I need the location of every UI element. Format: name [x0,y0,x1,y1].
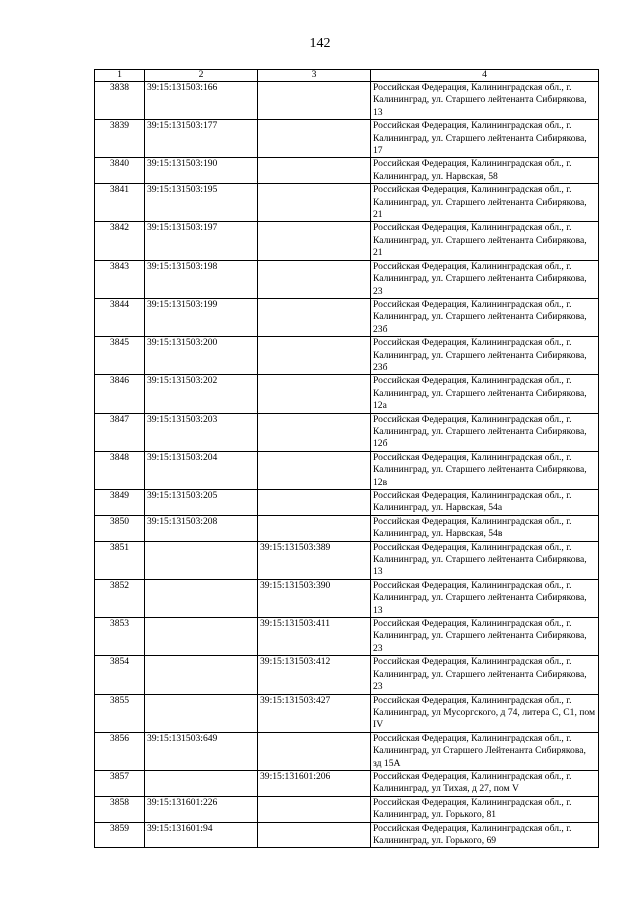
cadastral-number: 39:15:131503:198 [145,260,258,298]
table-row [95,732,599,770]
building-cadastral-number [258,451,371,489]
building-cadastral-number [258,158,371,184]
building-cadastral-number [258,796,371,822]
address-cell: Российская Федерация, Калининградская обл., г. Калининград, ул. Нарвская, 58 [371,158,599,184]
cadastral-number: 39:15:131503:199 [145,298,258,336]
building-cadastral-number [258,732,371,770]
building-cadastral-number [258,120,371,158]
column-header: 2 [145,70,258,82]
row-number: 3857 [95,770,145,796]
table-row [95,490,599,516]
building-cadastral-number [258,82,371,120]
building-cadastral-number: 39:15:131601:206 [258,770,371,796]
address-cell: Российская Федерация, Калининградская обл., г. Калининград, ул. Старшего лейтенанта Сибирякова, 13 [371,541,599,579]
table-row [95,120,599,158]
row-number: 3843 [95,260,145,298]
address-cell: Российская Федерация, Калининградская обл., г. Калининград, ул. Горького, 81 [371,796,599,822]
cadastral-number: 39:15:131503:200 [145,337,258,375]
address-cell: Российская Федерация, Калининградская обл., г. Калининград, ул. Старшего лейтенанта Сибирякова, 12а [371,375,599,413]
table-row [95,541,599,579]
cadastral-number: 39:15:131503:649 [145,732,258,770]
building-cadastral-number [258,298,371,336]
building-cadastral-number [258,337,371,375]
address-cell: Российская Федерация, Калининградская обл., г. Калининград, ул. Старшего лейтенанта Сибирякова, 23 [371,260,599,298]
cadastral-number [145,656,258,694]
address-cell: Российская Федерация, Калининградская обл., г. Калининград, ул Мусоргского, д 74, литера С, С1, пом IV [371,694,599,732]
address-cell: Российская Федерация, Калининградская обл., г. Калининград, ул. Горького, 69 [371,822,599,848]
building-cadastral-number: 39:15:131503:411 [258,618,371,656]
row-number: 3841 [95,184,145,222]
row-number: 3859 [95,822,145,848]
table-row [95,451,599,489]
building-cadastral-number: 39:15:131503:427 [258,694,371,732]
cadastral-number: 39:15:131503:190 [145,158,258,184]
building-cadastral-number [258,822,371,848]
row-number: 3839 [95,120,145,158]
row-number: 3850 [95,515,145,541]
building-cadastral-number [258,184,371,222]
cadastral-number [145,579,258,617]
address-cell: Российская Федерация, Калининградская обл., г. Калининград, ул Тихая, д 27, пом V [371,770,599,796]
building-cadastral-number [258,260,371,298]
cadastral-number: 39:15:131503:204 [145,451,258,489]
address-cell: Российская Федерация, Калининградская обл., г. Калининград, ул. Старшего лейтенанта Сибирякова, 23 [371,656,599,694]
cadastral-number: 39:15:131503:208 [145,515,258,541]
registry-table [94,69,599,848]
table-row [95,158,599,184]
table-row [95,694,599,732]
row-number: 3855 [95,694,145,732]
table-row [95,579,599,617]
cadastral-number [145,618,258,656]
table-row [95,515,599,541]
building-cadastral-number [258,515,371,541]
row-number: 3856 [95,732,145,770]
row-number: 3845 [95,337,145,375]
table-row [95,822,599,848]
header-row [95,70,599,82]
row-number: 3838 [95,82,145,120]
row-number: 3854 [95,656,145,694]
address-cell: Российская Федерация, Калининградская обл., г. Калининград, ул. Старшего лейтенанта Сибирякова, 12б [371,413,599,451]
table-row [95,656,599,694]
table-row [95,222,599,260]
address-cell: Российская Федерация, Калининградская обл., г. Калининград, ул. Старшего лейтенанта Сибирякова, 23б [371,337,599,375]
building-cadastral-number: 39:15:131503:389 [258,541,371,579]
row-number: 3842 [95,222,145,260]
cadastral-number: 39:15:131503:205 [145,490,258,516]
row-number: 3851 [95,541,145,579]
table-row [95,184,599,222]
table-row [95,260,599,298]
building-cadastral-number: 39:15:131503:412 [258,656,371,694]
building-cadastral-number: 39:15:131503:390 [258,579,371,617]
row-number: 3852 [95,579,145,617]
cadastral-number: 39:15:131503:197 [145,222,258,260]
cadastral-number: 39:15:131503:203 [145,413,258,451]
table-row [95,337,599,375]
cadastral-number: 39:15:131601:94 [145,822,258,848]
cadastral-number: 39:15:131503:166 [145,82,258,120]
cadastral-number: 39:15:131503:177 [145,120,258,158]
address-cell: Российская Федерация, Калининградская обл., г. Калининград, ул. Нарвская, 54в [371,515,599,541]
address-cell: Российская Федерация, Калининградская обл., г. Калининград, ул. Старшего лейтенанта Сибирякова, 21 [371,222,599,260]
address-cell: Российская Федерация, Калининградская обл., г. Калининград, ул. Старшего лейтенанта Сибирякова, 17 [371,120,599,158]
row-number: 3846 [95,375,145,413]
table-row [95,413,599,451]
table-row [95,375,599,413]
column-header: 3 [258,70,371,82]
row-number: 3840 [95,158,145,184]
table-row [95,618,599,656]
address-cell: Российская Федерация, Калининградская обл., г. Калининград, ул. Старшего лейтенанта Сибирякова, 21 [371,184,599,222]
address-cell: Российская Федерация, Калининградская обл., г. Калининград, ул. Старшего лейтенанта Сибирякова, 12в [371,451,599,489]
address-cell: Российская Федерация, Калининградская обл., г. Калининград, ул. Старшего лейтенанта Сибирякова, 13 [371,82,599,120]
column-header: 1 [95,70,145,82]
row-number: 3858 [95,796,145,822]
table-row [95,796,599,822]
address-cell: Российская Федерация, Калининградская обл., г. Калининград, ул Старшего Лейтенанта Сибирякова, зд 15А [371,732,599,770]
row-number: 3848 [95,451,145,489]
building-cadastral-number [258,490,371,516]
address-cell: Российская Федерация, Калининградская обл., г. Калининград, ул. Старшего лейтенанта Сибирякова, 23 [371,618,599,656]
column-header: 4 [371,70,599,82]
address-cell: Российская Федерация, Калининградская обл., г. Калининград, ул. Старшего лейтенанта Сибирякова, 13 [371,579,599,617]
cadastral-number [145,694,258,732]
building-cadastral-number [258,413,371,451]
cadastral-number [145,541,258,579]
cadastral-number [145,770,258,796]
table-row [95,770,599,796]
cadastral-number: 39:15:131503:202 [145,375,258,413]
row-number: 3847 [95,413,145,451]
row-number: 3849 [95,490,145,516]
row-number: 3853 [95,618,145,656]
cadastral-number: 39:15:131503:195 [145,184,258,222]
table-row [95,82,599,120]
page-number: 142 [309,36,331,51]
building-cadastral-number [258,222,371,260]
address-cell: Российская Федерация, Калининградская обл., г. Калининград, ул. Старшего лейтенанта Сибирякова, 23б [371,298,599,336]
building-cadastral-number [258,375,371,413]
cadastral-number: 39:15:131601:226 [145,796,258,822]
address-cell: Российская Федерация, Калининградская обл., г. Калининград, ул. Нарвская, 54а [371,490,599,516]
table-row [95,298,599,336]
row-number: 3844 [95,298,145,336]
